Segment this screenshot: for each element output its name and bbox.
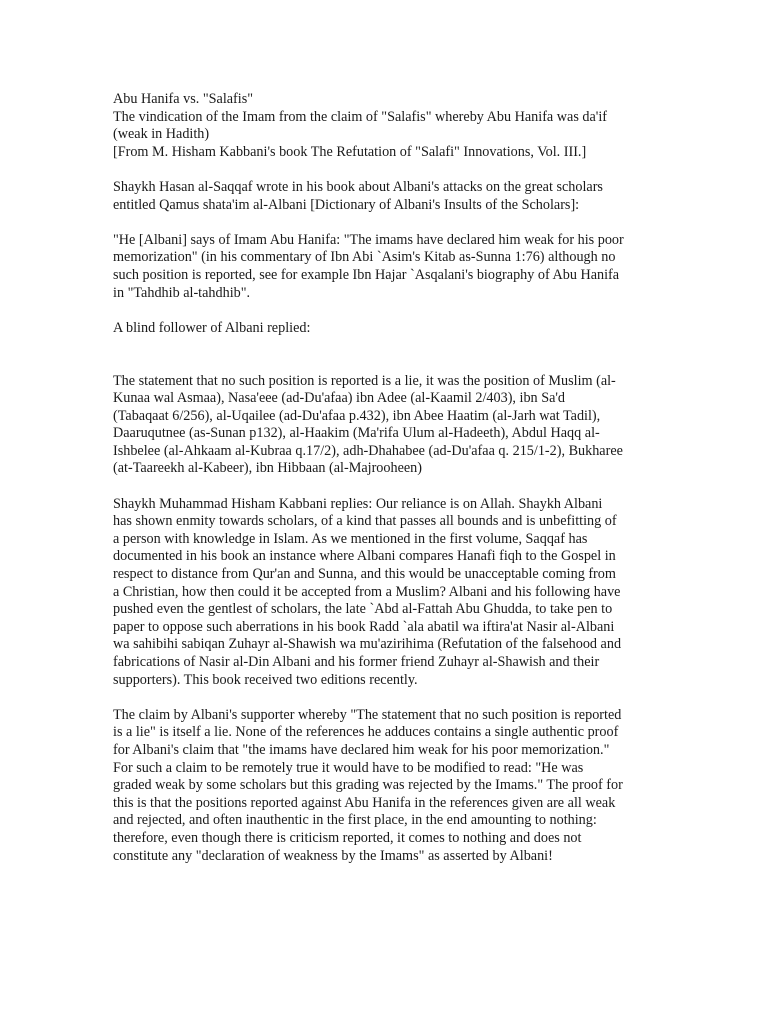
paragraph-line: (Tabaqaat 6/256), al-Uqailee (ad-Du'afaa p.432), ibn Abee Haatim (al-Jarh wat Tadil),: [113, 407, 601, 424]
paragraph-line: Kunaa wal Asmaa), Nasa'eee (ad-Du'afaa) ibn Adee (al-Kaamil 2/403), ibn Sa'd: [113, 390, 566, 407]
paragraph-line: The statement that no such position is reported is a lie, it was the position of Muslim (al-: [113, 372, 616, 389]
paragraph-line: documented in his book an instance where Albani compares Hanafi fiqh to the Gospel in: [113, 548, 616, 565]
paragraph-line: is a lie" is itself a lie. None of the references he adduces contains a single authentic proof: [113, 724, 619, 741]
paragraph-line: this is that the positions reported against Abu Hanifa in the references given are all weak: [113, 794, 616, 811]
paragraph-albani-quote: [113, 232, 658, 302]
paragraph-line: Shaykh Hasan al-Saqqaf wrote in his book about Albani's attacks on the great scholars: [113, 178, 603, 195]
paragraph-line: fabrications of Nasir al-Din Albani and his former friend Zuhayr al-Shawish and their: [113, 654, 600, 670]
paragraph-saqqaf-intro: [113, 179, 658, 214]
paragraph-line: Daaruqutnee (as-Sunan p132), al-Haakim (Ma'rifa Ulum al-Hadeeth), Abdul Haqq al-: [113, 425, 600, 442]
paragraph-line: (at-Taareekh al-Kabeer), ibn Hibbaan (al-Majrooheen): [113, 460, 422, 477]
paragraph-line: wa sahibihi sabiqan Zuhayr al-Shawish wa mu'azirihima (Refutation of the falsehood and: [113, 636, 622, 653]
document-title: Abu Hanifa vs. "Salafis": [113, 91, 254, 107]
paragraph-line: a Christian, how then could it be accepted from a Muslim? Albani and his following have: [113, 583, 621, 600]
paragraph-line: "He [Albani] says of Imam Abu Hanifa: "The imams have declared him weak for his poor: [113, 231, 624, 248]
document-page: [113, 91, 658, 883]
paragraph-line: and rejected, and often inauthentic in the first place, in the end amounting to nothing:: [113, 812, 597, 829]
paragraph-line: For such a claim to be remotely true it would have to be modified to read: "He was: [113, 759, 584, 776]
paragraph-line: A blind follower of Albani replied:: [113, 319, 311, 336]
paragraph-line: graded weak by some scholars but this grading was rejected by the Imams." The proof for: [113, 777, 623, 794]
document-header: [113, 91, 658, 161]
paragraph-line: memorization" (in his commentary of Ibn Abi `Asim's Kitab as-Sunna 1:76) although no: [113, 249, 616, 266]
paragraph-follower-reply-intro: [113, 320, 658, 338]
paragraph-line: The claim by Albani's supporter whereby "The statement that no such position is reported: [113, 706, 622, 723]
paragraph-line: Ishbelee (al-Ahkaam al-Kubraa q.17/2), adh-Dhahabee (ad-Du'afaa q. 215/1-2), Bukharee: [113, 442, 623, 459]
document-subtitle-line: The vindication of the Imam from the claim of "Salafis" whereby Abu Hanifa was da'if: [113, 108, 607, 125]
paragraph-line: constitute any "declaration of weakness by the Imams" as asserted by Albani!: [113, 847, 553, 864]
paragraph-line: respect to distance from Qur'an and Sunna, and this would be unacceptable coming from: [113, 566, 616, 583]
paragraph-line: paper to oppose such aberrations in his book Radd `ala abatil wa iftira'at Nasir al-Albani: [113, 618, 615, 635]
paragraph-line: in "Tahdhib al-tahdhib".: [113, 284, 251, 301]
paragraph-follower-reply: [113, 373, 658, 479]
paragraph-kabbani-reply: [113, 496, 658, 690]
paragraph-line: a person with knowledge in Islam. As we mentioned in the first volume, Saqqaf has: [113, 530, 588, 547]
document-source-line: [From M. Hisham Kabbani's book The Refutation of "Salafi" Innovations, Vol. III.]: [113, 143, 587, 160]
paragraph-line: Shaykh Muhammad Hisham Kabbani replies: Our reliance is on Allah. Shaykh Albani: [113, 495, 603, 512]
paragraph-line: pushed even the gentlest of scholars, the late `Abd al-Fattah Abu Ghudda, to take pen to: [113, 601, 613, 618]
paragraph-line: entitled Qamus shata'im al-Albani [Dictionary of Albani's Insults of the Scholars]:: [113, 196, 580, 213]
paragraph-line: such position is reported, see for example Ibn Hajar `Asqalani's biography of Abu Hanifa: [113, 266, 620, 283]
paragraph-line: therefore, even though there is criticism reported, it comes to nothing and does not: [113, 829, 582, 846]
paragraph-line: supporters). This book received two editions recently.: [113, 671, 418, 688]
paragraph-claim-refutation: [113, 707, 658, 865]
paragraph-line: for Albani's claim that "the imams have declared him weak for his poor memorization.": [113, 741, 610, 758]
document-subtitle-line: (weak in Hadith): [113, 126, 210, 143]
blank-spacer: [113, 355, 658, 373]
paragraph-line: has shown enmity towards scholars, of a kind that passes all bounds and is unbefitting of: [113, 513, 617, 530]
